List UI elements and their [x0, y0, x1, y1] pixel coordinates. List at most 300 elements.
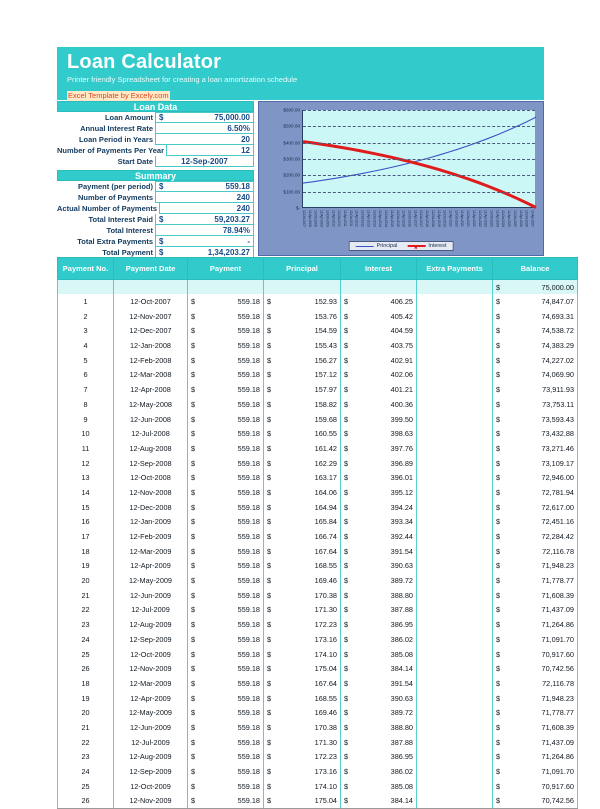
principal-cell[interactable]: [264, 603, 341, 618]
principal-cell[interactable]: [264, 691, 341, 706]
balance-cell[interactable]: [493, 338, 578, 353]
table-row[interactable]: [58, 529, 578, 544]
balance-cell[interactable]: [493, 412, 578, 427]
payment-cell[interactable]: [188, 500, 264, 515]
payment-number-cell[interactable]: 12: [58, 456, 114, 471]
balance-cell[interactable]: [493, 544, 578, 559]
table-header-cell[interactable]: Payment No.: [58, 258, 114, 280]
table-row[interactable]: [58, 324, 578, 339]
interest-cell[interactable]: [341, 779, 417, 794]
payment-date-cell[interactable]: 12-Jul-2009: [114, 603, 188, 618]
summary-value-cell[interactable]: [155, 214, 254, 225]
interest-cell[interactable]: [341, 691, 417, 706]
payment-cell[interactable]: [188, 426, 264, 441]
opening-balance[interactable]: [493, 280, 578, 295]
principal-cell[interactable]: [264, 426, 341, 441]
table-row[interactable]: [58, 661, 578, 676]
balance-cell[interactable]: [493, 676, 578, 691]
payment-date-cell[interactable]: 12-Mar-2009: [114, 544, 188, 559]
balance-cell[interactable]: [493, 368, 578, 383]
balance-cell[interactable]: [493, 485, 578, 500]
table-header-cell[interactable]: Balance: [493, 258, 578, 280]
interest-cell[interactable]: [341, 794, 417, 809]
balance-cell[interactable]: [493, 779, 578, 794]
balance-cell[interactable]: [493, 456, 578, 471]
extra-payments-cell[interactable]: [417, 529, 493, 544]
table-row[interactable]: [58, 309, 578, 324]
payment-date-cell[interactable]: 12-Feb-2009: [114, 529, 188, 544]
balance-cell[interactable]: [493, 720, 578, 735]
balance-cell[interactable]: [493, 382, 578, 397]
balance-cell[interactable]: [493, 500, 578, 515]
payment-number-cell[interactable]: 15: [58, 500, 114, 515]
principal-cell[interactable]: [264, 764, 341, 779]
principal-cell[interactable]: [264, 676, 341, 691]
payment-date-cell[interactable]: 12-Jul-2009: [114, 735, 188, 750]
payment-number-cell[interactable]: 19: [58, 691, 114, 706]
extra-payments-cell[interactable]: [417, 397, 493, 412]
extra-payments-cell[interactable]: [417, 294, 493, 309]
table-row[interactable]: [58, 588, 578, 603]
table-row[interactable]: [58, 515, 578, 530]
extra-payments-cell[interactable]: [417, 544, 493, 559]
interest-cell[interactable]: [341, 559, 417, 574]
table-row[interactable]: [58, 338, 578, 353]
principal-cell[interactable]: [264, 324, 341, 339]
balance-cell[interactable]: [493, 324, 578, 339]
extra-payments-cell[interactable]: [417, 573, 493, 588]
payment-date-cell[interactable]: 12-Jan-2008: [114, 338, 188, 353]
interest-cell[interactable]: [341, 338, 417, 353]
loan-data-value-cell[interactable]: [155, 134, 254, 145]
payment-cell[interactable]: [188, 573, 264, 588]
principal-cell[interactable]: [264, 515, 341, 530]
extra-payments-cell[interactable]: [417, 764, 493, 779]
payment-number-cell[interactable]: 8: [58, 397, 114, 412]
balance-cell[interactable]: [493, 705, 578, 720]
extra-payments-cell[interactable]: [417, 338, 493, 353]
extra-payments-cell[interactable]: [417, 691, 493, 706]
payment-date-cell[interactable]: 12-Mar-2008: [114, 368, 188, 383]
extra-payments-cell[interactable]: [417, 441, 493, 456]
payment-date-cell[interactable]: 12-May-2009: [114, 705, 188, 720]
payment-date-cell[interactable]: 12-Nov-2007: [114, 309, 188, 324]
interest-cell[interactable]: [341, 750, 417, 765]
table-row[interactable]: [58, 397, 578, 412]
table-row[interactable]: [58, 617, 578, 632]
principal-cell[interactable]: [264, 632, 341, 647]
table-row[interactable]: [58, 735, 578, 750]
balance-cell[interactable]: [493, 632, 578, 647]
balance-cell[interactable]: [493, 661, 578, 676]
payment-date-cell[interactable]: 12-Aug-2009: [114, 617, 188, 632]
principal-cell[interactable]: [264, 647, 341, 662]
interest-cell[interactable]: [341, 764, 417, 779]
payment-date-cell[interactable]: 12-Aug-2008: [114, 441, 188, 456]
principal-cell[interactable]: [264, 397, 341, 412]
table-row[interactable]: [58, 676, 578, 691]
table-row[interactable]: [58, 382, 578, 397]
table-row[interactable]: [58, 632, 578, 647]
payment-date-cell[interactable]: 12-Jul-2008: [114, 426, 188, 441]
payment-cell[interactable]: [188, 441, 264, 456]
payment-cell[interactable]: [188, 647, 264, 662]
payment-date-cell[interactable]: 12-Apr-2008: [114, 382, 188, 397]
payment-date-cell[interactable]: 12-Apr-2009: [114, 691, 188, 706]
balance-cell[interactable]: [493, 353, 578, 368]
payment-cell[interactable]: [188, 559, 264, 574]
principal-cell[interactable]: [264, 544, 341, 559]
interest-cell[interactable]: [341, 441, 417, 456]
table-row[interactable]: [58, 441, 578, 456]
interest-cell[interactable]: [341, 368, 417, 383]
extra-payments-cell[interactable]: [417, 353, 493, 368]
extra-payments-cell[interactable]: [417, 779, 493, 794]
interest-cell[interactable]: [341, 720, 417, 735]
payment-cell[interactable]: [188, 515, 264, 530]
balance-cell[interactable]: [493, 750, 578, 765]
interest-cell[interactable]: [341, 309, 417, 324]
payment-date-cell[interactable]: 12-May-2009: [114, 573, 188, 588]
payment-number-cell[interactable]: 7: [58, 382, 114, 397]
payment-number-cell[interactable]: 20: [58, 573, 114, 588]
interest-cell[interactable]: [341, 588, 417, 603]
principal-cell[interactable]: [264, 368, 341, 383]
payment-number-cell[interactable]: 26: [58, 661, 114, 676]
extra-payments-cell[interactable]: [417, 382, 493, 397]
balance-cell[interactable]: [493, 309, 578, 324]
payment-cell[interactable]: [188, 309, 264, 324]
extra-payments-cell[interactable]: [417, 412, 493, 427]
payment-cell[interactable]: [188, 720, 264, 735]
payment-number-cell[interactable]: 6: [58, 368, 114, 383]
table-row[interactable]: [58, 603, 578, 618]
balance-cell[interactable]: [493, 794, 578, 809]
payment-number-cell[interactable]: 23: [58, 750, 114, 765]
extra-payments-cell[interactable]: [417, 485, 493, 500]
extra-payments-cell[interactable]: [417, 426, 493, 441]
interest-cell[interactable]: [341, 456, 417, 471]
payment-date-cell[interactable]: 12-Jun-2009: [114, 720, 188, 735]
payment-date-cell[interactable]: 12-Oct-2008: [114, 470, 188, 485]
interest-cell[interactable]: [341, 603, 417, 618]
payment-number-cell[interactable]: 2: [58, 309, 114, 324]
payment-number-cell[interactable]: 21: [58, 588, 114, 603]
table-row[interactable]: [58, 412, 578, 427]
balance-cell[interactable]: [493, 559, 578, 574]
payment-date-cell[interactable]: 12-Apr-2009: [114, 559, 188, 574]
balance-cell[interactable]: [493, 470, 578, 485]
table-row[interactable]: [58, 647, 578, 662]
table-row[interactable]: [58, 559, 578, 574]
payment-number-cell[interactable]: 25: [58, 647, 114, 662]
balance-cell[interactable]: [493, 603, 578, 618]
payment-cell[interactable]: [188, 338, 264, 353]
payment-cell[interactable]: [188, 544, 264, 559]
payment-number-cell[interactable]: 22: [58, 735, 114, 750]
table-row[interactable]: [58, 544, 578, 559]
principal-cell[interactable]: [264, 705, 341, 720]
payment-cell[interactable]: [188, 617, 264, 632]
interest-cell[interactable]: [341, 661, 417, 676]
principal-cell[interactable]: [264, 412, 341, 427]
payment-number-cell[interactable]: 13: [58, 470, 114, 485]
principal-cell[interactable]: [264, 470, 341, 485]
payment-number-cell[interactable]: 11: [58, 441, 114, 456]
balance-cell[interactable]: [493, 515, 578, 530]
extra-payments-cell[interactable]: [417, 720, 493, 735]
interest-cell[interactable]: [341, 647, 417, 662]
payment-cell[interactable]: [188, 779, 264, 794]
principal-cell[interactable]: [264, 456, 341, 471]
payment-cell[interactable]: [188, 324, 264, 339]
payment-cell[interactable]: [188, 588, 264, 603]
extra-payments-cell[interactable]: [417, 588, 493, 603]
extra-payments-cell[interactable]: [417, 647, 493, 662]
payment-cell[interactable]: [188, 603, 264, 618]
payment-cell[interactable]: [188, 632, 264, 647]
payment-cell[interactable]: [188, 382, 264, 397]
extra-payments-cell[interactable]: [417, 603, 493, 618]
payment-number-cell[interactable]: 1: [58, 294, 114, 309]
summary-value-cell[interactable]: [155, 181, 254, 192]
extra-payments-cell[interactable]: [417, 632, 493, 647]
summary-value-cell[interactable]: [155, 236, 254, 247]
summary-value-cell[interactable]: [155, 225, 254, 236]
payment-cell[interactable]: [188, 353, 264, 368]
payment-cell[interactable]: [188, 750, 264, 765]
payment-date-cell[interactable]: 12-Jun-2008: [114, 412, 188, 427]
loan-data-value-cell[interactable]: [155, 123, 254, 134]
principal-cell[interactable]: [264, 735, 341, 750]
table-row[interactable]: [58, 691, 578, 706]
interest-cell[interactable]: [341, 412, 417, 427]
table-row[interactable]: [58, 368, 578, 383]
loan-data-value-cell[interactable]: [166, 145, 254, 156]
payment-cell[interactable]: [188, 529, 264, 544]
principal-cell[interactable]: [264, 588, 341, 603]
payment-cell[interactable]: [188, 705, 264, 720]
payment-date-cell[interactable]: 12-Mar-2009: [114, 676, 188, 691]
payment-date-cell[interactable]: 12-Sep-2009: [114, 632, 188, 647]
payment-number-cell[interactable]: 18: [58, 676, 114, 691]
payment-date-cell[interactable]: 12-Nov-2009: [114, 794, 188, 809]
principal-cell[interactable]: [264, 338, 341, 353]
balance-cell[interactable]: [493, 426, 578, 441]
table-row[interactable]: [58, 794, 578, 809]
payment-number-cell[interactable]: 21: [58, 720, 114, 735]
payment-number-cell[interactable]: 17: [58, 529, 114, 544]
principal-cell[interactable]: [264, 617, 341, 632]
payment-number-cell[interactable]: 25: [58, 779, 114, 794]
extra-payments-cell[interactable]: [417, 559, 493, 574]
extra-payments-cell[interactable]: [417, 705, 493, 720]
table-row[interactable]: [58, 485, 578, 500]
payment-date-cell[interactable]: 12-Feb-2008: [114, 353, 188, 368]
interest-cell[interactable]: [341, 485, 417, 500]
interest-cell[interactable]: [341, 529, 417, 544]
payment-cell[interactable]: [188, 735, 264, 750]
payment-cell[interactable]: [188, 676, 264, 691]
extra-payments-cell[interactable]: [417, 735, 493, 750]
payment-number-cell[interactable]: 14: [58, 485, 114, 500]
principal-cell[interactable]: [264, 750, 341, 765]
balance-cell[interactable]: [493, 573, 578, 588]
payment-number-cell[interactable]: 18: [58, 544, 114, 559]
balance-cell[interactable]: [493, 764, 578, 779]
interest-cell[interactable]: [341, 426, 417, 441]
payment-number-cell[interactable]: 22: [58, 603, 114, 618]
payment-date-cell[interactable]: 12-Oct-2009: [114, 647, 188, 662]
payment-number-cell[interactable]: 24: [58, 764, 114, 779]
payment-number-cell[interactable]: 16: [58, 515, 114, 530]
extra-payments-cell[interactable]: [417, 515, 493, 530]
interest-cell[interactable]: [341, 617, 417, 632]
payment-date-cell[interactable]: 12-Dec-2007: [114, 324, 188, 339]
balance-cell[interactable]: [493, 617, 578, 632]
interest-cell[interactable]: [341, 705, 417, 720]
payment-cell[interactable]: [188, 412, 264, 427]
table-row[interactable]: [58, 470, 578, 485]
payment-date-cell[interactable]: 12-Oct-2009: [114, 779, 188, 794]
principal-cell[interactable]: [264, 794, 341, 809]
principal-cell[interactable]: [264, 294, 341, 309]
principal-cell[interactable]: [264, 779, 341, 794]
balance-cell[interactable]: [493, 397, 578, 412]
payment-cell[interactable]: [188, 794, 264, 809]
payment-number-cell[interactable]: 19: [58, 559, 114, 574]
interest-cell[interactable]: [341, 324, 417, 339]
interest-cell[interactable]: [341, 470, 417, 485]
principal-cell[interactable]: [264, 500, 341, 515]
payment-date-cell[interactable]: 12-Sep-2008: [114, 456, 188, 471]
principal-cell[interactable]: [264, 485, 341, 500]
interest-cell[interactable]: [341, 382, 417, 397]
balance-cell[interactable]: [493, 588, 578, 603]
interest-cell[interactable]: [341, 735, 417, 750]
balance-cell[interactable]: [493, 294, 578, 309]
table-row[interactable]: [58, 573, 578, 588]
table-row[interactable]: [58, 720, 578, 735]
extra-payments-cell[interactable]: [417, 456, 493, 471]
payment-date-cell[interactable]: 12-Jun-2009: [114, 588, 188, 603]
interest-cell[interactable]: [341, 632, 417, 647]
extra-payments-cell[interactable]: [417, 617, 493, 632]
summary-value-cell[interactable]: [159, 203, 254, 214]
balance-cell[interactable]: [493, 691, 578, 706]
balance-cell[interactable]: [493, 441, 578, 456]
table-row[interactable]: [58, 779, 578, 794]
interest-cell[interactable]: [341, 676, 417, 691]
payment-date-cell[interactable]: 12-Aug-2009: [114, 750, 188, 765]
payment-date-cell[interactable]: 12-Jan-2009: [114, 515, 188, 530]
payment-date-cell[interactable]: 12-Sep-2009: [114, 764, 188, 779]
payment-number-cell[interactable]: 9: [58, 412, 114, 427]
interest-cell[interactable]: [341, 397, 417, 412]
table-row[interactable]: [58, 750, 578, 765]
principal-cell[interactable]: [264, 382, 341, 397]
summary-value-cell[interactable]: [155, 192, 254, 203]
payment-cell[interactable]: [188, 691, 264, 706]
interest-cell[interactable]: [341, 294, 417, 309]
payment-cell[interactable]: [188, 368, 264, 383]
payment-number-cell[interactable]: 10: [58, 426, 114, 441]
principal-cell[interactable]: [264, 529, 341, 544]
table-row[interactable]: [58, 764, 578, 779]
extra-payments-cell[interactable]: [417, 324, 493, 339]
principal-cell[interactable]: [264, 720, 341, 735]
payment-cell[interactable]: [188, 485, 264, 500]
interest-cell[interactable]: [341, 515, 417, 530]
table-header-cell[interactable]: Payment: [188, 258, 264, 280]
payment-date-cell[interactable]: 12-Nov-2008: [114, 485, 188, 500]
currency-symbol: $: [267, 473, 272, 483]
principal-cell[interactable]: [264, 309, 341, 324]
extra-payments-cell[interactable]: [417, 470, 493, 485]
payment-date-cell[interactable]: 12-Dec-2008: [114, 500, 188, 515]
payment-number-cell[interactable]: 20: [58, 705, 114, 720]
principal-cell[interactable]: [264, 559, 341, 574]
payment-date-cell[interactable]: 12-Nov-2009: [114, 661, 188, 676]
extra-payments-cell[interactable]: [417, 661, 493, 676]
table-row[interactable]: [58, 353, 578, 368]
table-header-cell[interactable]: Extra Payments: [417, 258, 493, 280]
interest-cell[interactable]: [341, 544, 417, 559]
loan-data-value-cell[interactable]: [155, 156, 254, 167]
payment-cell[interactable]: [188, 397, 264, 412]
payment-number-cell[interactable]: 26: [58, 794, 114, 809]
interest-cell[interactable]: [341, 500, 417, 515]
table-row[interactable]: [58, 294, 578, 309]
balance-cell[interactable]: [493, 529, 578, 544]
payment-number-cell[interactable]: 23: [58, 617, 114, 632]
extra-payments-cell[interactable]: [417, 309, 493, 324]
table-header-cell[interactable]: Principal: [264, 258, 341, 280]
balance-cell[interactable]: [493, 735, 578, 750]
extra-payments-cell[interactable]: [417, 794, 493, 809]
payment-date-cell[interactable]: 12-May-2008: [114, 397, 188, 412]
payment-cell[interactable]: [188, 661, 264, 676]
table-row[interactable]: [58, 500, 578, 515]
payment-cell[interactable]: [188, 764, 264, 779]
extra-payments-cell[interactable]: [417, 368, 493, 383]
payment-number-cell[interactable]: 3: [58, 324, 114, 339]
payment-number-cell[interactable]: 4: [58, 338, 114, 353]
principal-cell[interactable]: [264, 573, 341, 588]
payment-number-cell[interactable]: 24: [58, 632, 114, 647]
loan-data-value-cell[interactable]: [155, 112, 254, 123]
principal-cell[interactable]: [264, 441, 341, 456]
table-row[interactable]: [58, 426, 578, 441]
payment-cell[interactable]: [188, 456, 264, 471]
balance-cell[interactable]: [493, 647, 578, 662]
extra-payments-cell[interactable]: [417, 750, 493, 765]
table-header-cell[interactable]: Payment Date: [114, 258, 188, 280]
interest-cell[interactable]: [341, 573, 417, 588]
table-row[interactable]: [58, 456, 578, 471]
principal-cell[interactable]: [264, 353, 341, 368]
table-header-cell[interactable]: Interest: [341, 258, 417, 280]
payment-cell[interactable]: [188, 294, 264, 309]
interest-cell[interactable]: [341, 353, 417, 368]
payment-date-cell[interactable]: 12-Oct-2007: [114, 294, 188, 309]
extra-payments-cell[interactable]: [417, 676, 493, 691]
extra-payments-cell[interactable]: [417, 500, 493, 515]
payment-cell[interactable]: [188, 470, 264, 485]
payment-number-cell[interactable]: 5: [58, 353, 114, 368]
principal-cell[interactable]: [264, 661, 341, 676]
table-row[interactable]: [58, 705, 578, 720]
